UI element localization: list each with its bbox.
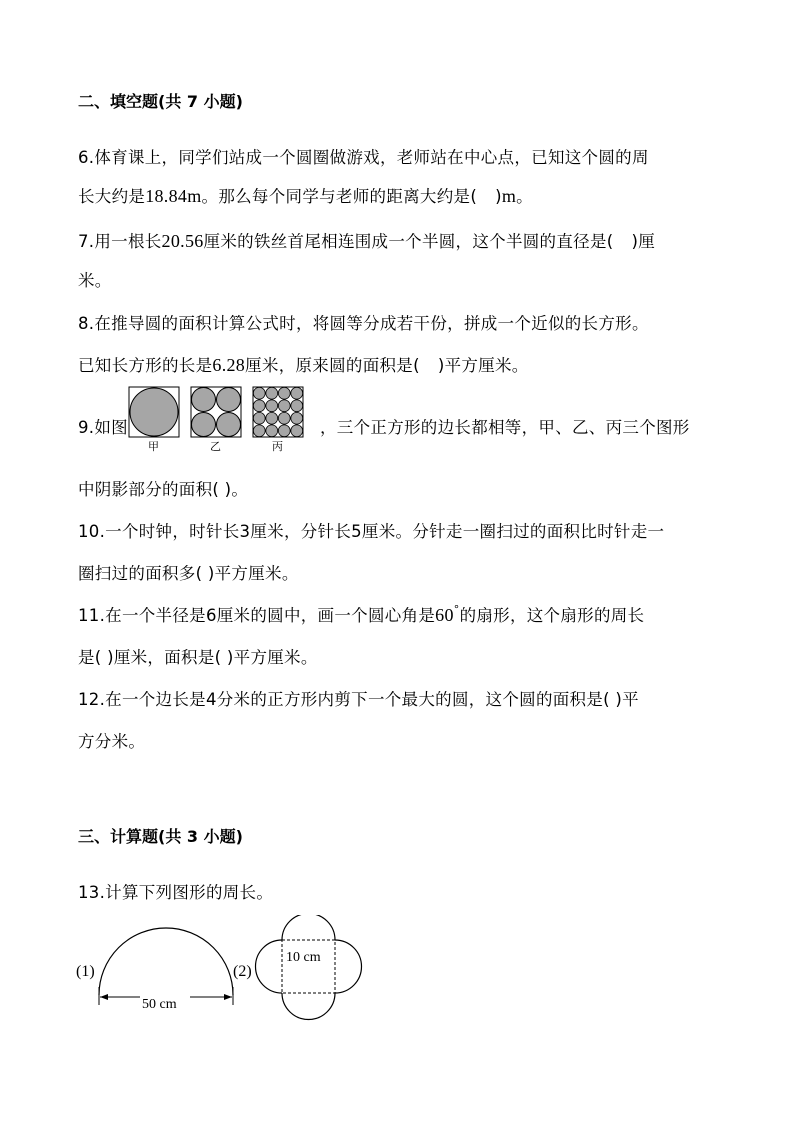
q6-circumference: 18.84m bbox=[145, 186, 202, 206]
q9-label-bing: 丙 bbox=[272, 440, 283, 453]
q8-line2 bbox=[78, 352, 529, 376]
q6-line1: 6.体育课上，同学们站成一个圆圈做游戏，老师站在中心点，已知这个圆的周 bbox=[78, 148, 649, 167]
q7-line1 bbox=[78, 228, 655, 252]
q13-figure2-flower bbox=[256, 915, 362, 1020]
q9-bing-circle bbox=[291, 387, 303, 399]
q9-figure-bing bbox=[253, 387, 303, 437]
q13-figure1-label: (1) bbox=[76, 963, 95, 980]
q9-bing-circle bbox=[266, 412, 278, 424]
q13-figure2-label: (2) bbox=[233, 963, 252, 980]
q9-bing-circle bbox=[291, 412, 303, 424]
q9-bing-circle bbox=[266, 425, 278, 437]
q7-text: 7.用一根长 bbox=[78, 232, 162, 251]
q6-close-paren: ) bbox=[495, 187, 502, 206]
q9-prefix: 9.如图 bbox=[78, 418, 128, 437]
q8-text: 已知长方形的长是 bbox=[78, 356, 213, 375]
section-heading-calculation: 三、计算题(共 3 小题) bbox=[78, 827, 243, 846]
section-heading-fill-blank: 二、填空题(共 7 小题) bbox=[78, 92, 243, 111]
q13-text: 13.计算下列图形的周长。 bbox=[78, 883, 274, 902]
q6-line2 bbox=[78, 183, 533, 207]
q9-bing-circle bbox=[291, 425, 303, 437]
q9-figure-jia bbox=[129, 387, 179, 437]
q9-label-yi: 乙 bbox=[210, 440, 221, 453]
q6-end: 。 bbox=[516, 187, 533, 206]
q13-figure1-dimension: 50 cm bbox=[142, 997, 177, 1012]
q9-figure bbox=[128, 386, 318, 456]
q8-end: )平方厘米。 bbox=[437, 356, 529, 375]
q9-bing-circle bbox=[278, 387, 290, 399]
q7-line2: 米。 bbox=[78, 271, 112, 290]
q9-figure-yi bbox=[191, 387, 241, 437]
q12-line1: 12.在一个边长是4分米的正方形内剪下一个最大的圆，这个圆的面积是( )平 bbox=[78, 690, 639, 709]
q13-figures bbox=[74, 915, 374, 1027]
q9-bing-circle bbox=[253, 400, 265, 412]
q8-length: 6.28 bbox=[212, 355, 246, 375]
q7-end: )厘 bbox=[631, 232, 656, 251]
q8-line1: 8.在推导圆的面积计算公式时，将圆等分成若干份，拼成一个近似的长方形。 bbox=[78, 314, 649, 333]
q6-text: 长大约是 bbox=[78, 187, 146, 206]
q11-line1 bbox=[78, 602, 644, 626]
q12-line2: 方分米。 bbox=[78, 732, 146, 751]
q9-line2: 中阴影部分的面积( )。 bbox=[78, 480, 249, 499]
q13-figure2-dimension: 10 cm bbox=[286, 950, 321, 965]
q9-bing-circle bbox=[266, 400, 278, 412]
q10-line2: 圈扫过的面积多( )平方厘米。 bbox=[78, 564, 299, 583]
q11-degree: ° bbox=[453, 603, 460, 616]
q11-line2: 是( )厘米，面积是( )平方厘米。 bbox=[78, 648, 318, 667]
q9-bing-circle bbox=[253, 412, 265, 424]
q9-bing-circle bbox=[278, 425, 290, 437]
q7-text-mid: 厘米的铁丝首尾相连围成一个半圆，这个半圆的直径是( bbox=[203, 232, 614, 251]
q10-line1: 10.一个时钟，时针长3厘米，分针长5厘米。分针走一圈扫过的面积比时针走一 bbox=[78, 522, 665, 541]
q9-bing-circle bbox=[278, 412, 290, 424]
q11-text-end: 的扇形，这个扇形的周长 bbox=[459, 606, 645, 625]
q7-length: 20.56 bbox=[161, 231, 204, 251]
q8-text-mid: 厘米，原来圆的面积是( bbox=[245, 356, 420, 375]
q9-bing-circle bbox=[266, 387, 278, 399]
q9-bing-circle bbox=[291, 400, 303, 412]
q9-bing-circle bbox=[253, 425, 265, 437]
q9-bing-circle bbox=[253, 387, 265, 399]
q6-unit: m bbox=[501, 186, 517, 206]
q11-angle: 60 bbox=[435, 605, 454, 625]
q9-label-jia: 甲 bbox=[148, 440, 159, 453]
q9-bing-circle bbox=[278, 400, 290, 412]
q6-text-mid: 。那么每个同学与老师的距离大约是( bbox=[201, 187, 478, 206]
q9-suffix: ，三个正方形的边长都相等，甲、乙、丙三个图形 bbox=[320, 418, 690, 437]
q11-text: 11.在一个半径是6厘米的圆中，画一个圆心角是 bbox=[78, 606, 436, 625]
